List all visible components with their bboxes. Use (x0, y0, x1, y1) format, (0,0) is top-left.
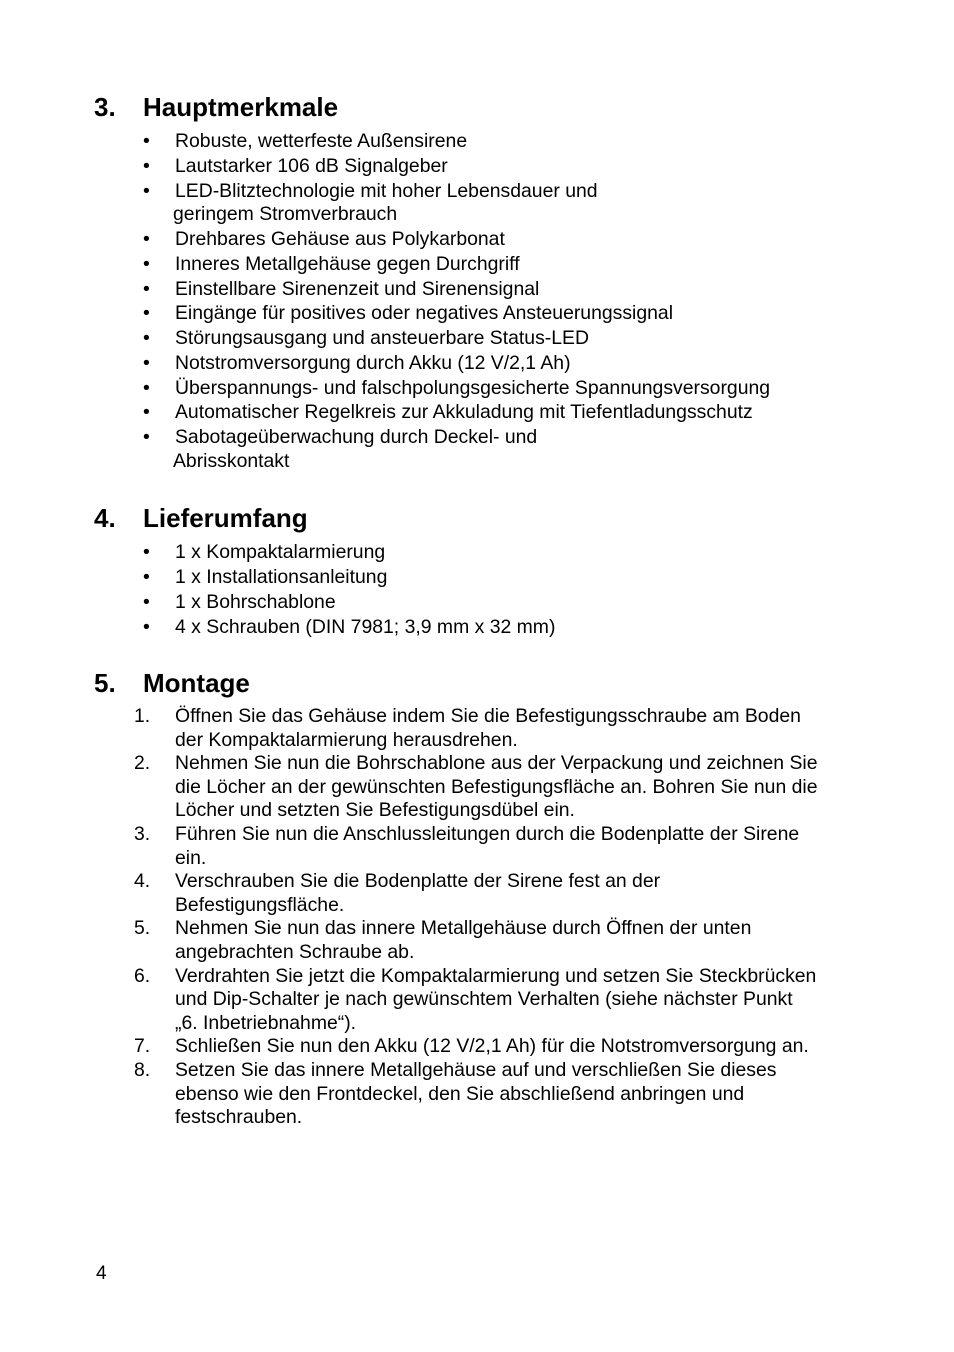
feature-list (0, 130, 875, 473)
list-item: • Robuste, wetterfeste Außensirene (143, 130, 468, 152)
list-item: • Eingänge für positives oder negatives Ansteuerungssignal (143, 302, 674, 325)
section-title: Hauptmerkmale (143, 92, 339, 122)
section-title: Montage (143, 668, 250, 698)
step-number: 6. (134, 964, 151, 987)
list-item: 5. Nehmen Sie nun das innere Metallgehäuse durch Öffnen der unten angebrachten Schraube ab. (134, 917, 752, 963)
list-item: 6. Verdrahten Sie jetzt die Kompaktalarmierung und setzen Sie Steckbrücken und Dip-Schalter je nach gewünschtem Verhalten (siehe nächster Punkt „6. Inbetriebnahme“). (134, 964, 817, 1034)
step-number: 4. (134, 870, 151, 893)
step-number: 5. (134, 917, 151, 940)
step-number: 8. (134, 1058, 151, 1081)
list-item: • Notstromversorgung durch Akku (12 V/2,1 Ah) (143, 351, 571, 374)
step-number: 2. (134, 752, 151, 775)
list-item: • Einstellbare Sirenenzeit und Sirenensignal (143, 277, 540, 300)
list-item: • Sabotageüberwachung durch Deckel- und Abrisskontakt (143, 426, 538, 472)
bullet: • (143, 615, 150, 638)
list-item: • 1 x Kompaktalarmierung (143, 541, 386, 563)
list-item: • Inneres Metallgehäuse gegen Durchgriff (143, 252, 520, 275)
list-item: • Störungsausgang und ansteuerbare Status-LED (143, 327, 589, 350)
list-item: • LED-Blitztechnologie mit hoher Lebensdauer und geringem Stromverbrauch (143, 179, 598, 226)
bullet: • (143, 302, 150, 325)
list-item: 3. Führen Sie nun die Anschlussleitungen durch die Bodenplatte der Sirene ein. (134, 822, 800, 869)
step-number: 1. (134, 705, 151, 727)
bullet: • (143, 252, 150, 275)
section-title: Lieferumfang (143, 503, 308, 533)
page-number: 4 (96, 1263, 107, 1284)
section-number: 4. (94, 503, 116, 533)
list-item: • 4 x Schrauben (DIN 7981; 3,9 mm x 32 mm) (143, 615, 556, 638)
list-item: • Überspannungs- und falschpolungsgesicherte Spannungsversorgung (143, 376, 771, 399)
list-item: 1. Öffnen Sie das Gehäuse indem Sie die Befestigungsschraube am Boden der Kompaktalarmierung herausdrehen. (134, 705, 801, 751)
bullet: • (143, 351, 150, 374)
bullet: • (143, 590, 150, 613)
section-number: 5. (94, 668, 116, 698)
list-item: • 1 x Bohrschablone (143, 590, 336, 613)
montage-steps (0, 705, 875, 1130)
bullet: • (143, 376, 150, 399)
list-item: 4. Verschrauben Sie die Bodenplatte der Sirene fest an der Befestigungsfläche. (134, 870, 661, 916)
list-item: • Automatischer Regelkreis zur Akkuladung mit Tiefentladungsschutz (143, 401, 753, 424)
bullet: • (143, 227, 150, 250)
bullet: • (143, 426, 150, 449)
section-heading (94, 668, 250, 698)
list-item: 2. Nehmen Sie nun die Bohrschablone aus der Verpackung und zeichnen Sie die Löcher an der gewünschten Befestigungsfläche an. Bohren Sie nun die Löcher und setzten Sie Befestigungsdübel ein. (134, 752, 818, 822)
delivery-list (0, 541, 875, 640)
bullet: • (143, 154, 150, 177)
list-item: 7. Schließen Sie nun den Akku (12 V/2,1 Ah) für die Notstromversorgung an. (134, 1035, 809, 1058)
step-number: 3. (134, 822, 151, 845)
section-heading (94, 92, 338, 122)
list-item: • Drehbares Gehäuse aus Polykarbonat (143, 227, 505, 250)
bullet: • (143, 130, 150, 152)
bullet: • (143, 541, 150, 563)
bullet: • (143, 277, 150, 300)
section-number: 3. (94, 92, 116, 122)
list-item: • Lautstarker 106 dB Signalgeber (143, 154, 448, 177)
list-item: • 1 x Installationsanleitung (143, 565, 388, 588)
bullet: • (143, 327, 150, 350)
list-item: 8. Setzen Sie das innere Metallgehäuse auf und verschließen Sie dieses ebenso wie den Frontdeckel, den Sie abschließend anbringen und festschrauben. (134, 1058, 777, 1129)
bullet: • (143, 401, 150, 424)
step-number: 7. (134, 1035, 151, 1058)
section-heading (94, 503, 308, 533)
bullet: • (143, 179, 150, 202)
bullet: • (143, 565, 150, 588)
